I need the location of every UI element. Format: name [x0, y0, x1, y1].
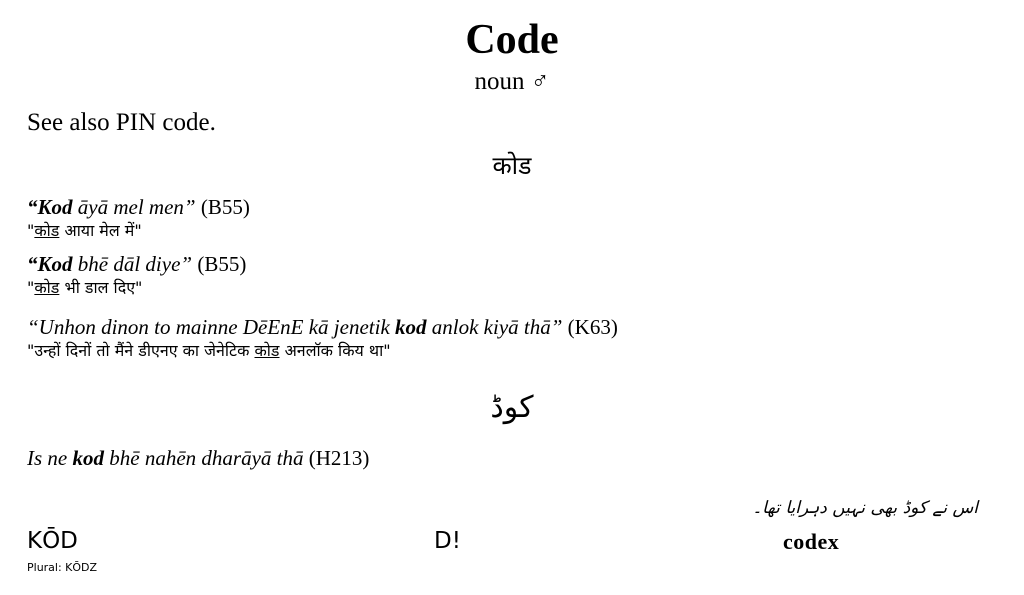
example-3-trans-pre: "उन्हों दिनों तो मैंने डीएनए का जेनेटिक [27, 341, 255, 360]
example-3-text-pre: “Unhon dinon to mainne DēEnE kā jenetik [27, 315, 396, 339]
urdu-example-keyword: kod [72, 446, 104, 470]
example-2-text: bhē dāl diye” [72, 252, 193, 276]
hindi-headword: कोड [492, 151, 532, 180]
example-1-quote-open: “ [27, 195, 38, 219]
part-of-speech: noun ♂ [474, 68, 550, 95]
example-3 [27, 315, 618, 340]
urdu-example [27, 446, 369, 471]
example-2 [27, 252, 246, 277]
headword: Code [465, 17, 559, 63]
urdu-example-pre: Is ne [27, 446, 73, 470]
example-2-source: (B55) [192, 252, 247, 276]
example-1 [27, 195, 250, 220]
example-2-trans-text: भी डाल दिए" [59, 278, 143, 297]
gothic-form: codex [783, 529, 840, 554]
example-2-trans-keyword: कोड [34, 278, 60, 297]
example-2-translation [27, 278, 142, 298]
urdu-translation: اس نے کوڈ بھی نہیں دہرایا تھا۔ [752, 498, 978, 518]
example-3-text: anlok kiyā thā” [426, 315, 563, 339]
plural-form: Plural: KŌDZ [27, 561, 98, 574]
example-3-translation [27, 341, 391, 361]
example-1-trans-keyword: कोड [34, 221, 60, 240]
urdu-example-text: bhē nahēn dharāyā thā [104, 446, 304, 470]
example-2-keyword: Kod [37, 252, 73, 276]
example-3-trans-text: अनलॉक किय था" [279, 341, 391, 360]
example-1-text: āyā mel men” [72, 195, 196, 219]
example-1-keyword: Kod [37, 195, 73, 219]
example-1-translation [27, 221, 142, 241]
urdu-headword: کوڈ [490, 390, 534, 425]
example-3-keyword: kod [395, 315, 427, 339]
example-3-source: (K63) [562, 315, 618, 339]
urdu-example-source: (H213) [303, 446, 370, 470]
example-2-quote-open: “ [27, 252, 38, 276]
example-1-source: (B55) [195, 195, 250, 219]
example-1-trans-text: आया मेल में" [59, 221, 142, 240]
example-2-trans-open: " [27, 278, 35, 297]
romanized-form: KŌD [27, 528, 78, 554]
example-3-trans-keyword: कोड [254, 341, 280, 360]
variant-form: D! [434, 528, 461, 554]
example-1-trans-open: " [27, 221, 35, 240]
see-also-note: See also PIN code. [27, 109, 216, 136]
